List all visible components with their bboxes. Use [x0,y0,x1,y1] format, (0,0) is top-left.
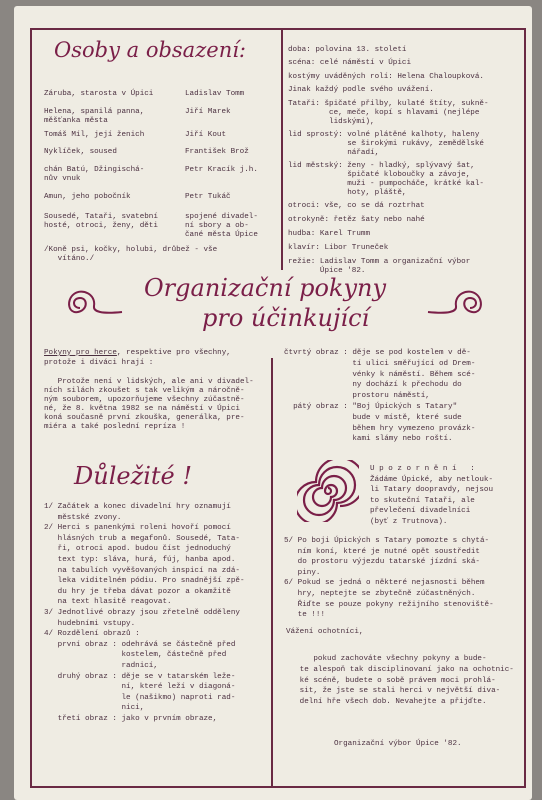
greeting: Vážení ochotníci, [286,628,364,636]
cast-actor: Ladislav Tomm [185,90,245,98]
info-line: scéna: celé náměstí v Úpici [288,59,412,67]
cast-role: chán Batú, Džingischá- nův vnuk [44,166,145,183]
cast-actor: spojené divadel- ní sbory a ob- čané města Úpice [185,213,258,239]
title-line-2: pro účinkující [202,304,370,332]
warning-notice: U p o z o r n ě n í : Žádáme Úpické, aby netlouk- li Tatary doopravdy, nejsou to skuteční Tataři, ale převlečení divadelníci (byť z Trutnova). [370,465,494,526]
top-column-divider [281,28,283,270]
title-line-1: Organizační pokyny [144,274,387,302]
intro-text-2: Protože není v lidských, ale ani v divadel- ních silách zkoušet s tak velikým a náročně- ným souborem, upozorňujeme všechny zúčastně- né, že 8. května 1982 se na náměstí v Úpici koná současně první zkouška, generálka, pre- miéra a také poslední repríza ! [44,378,254,431]
info-line: otrokyně: řetěz šaty nebo nahé [288,216,425,224]
info-line: Jinak každý podle svého uvážení. [288,86,434,94]
intro-text-1-cont: protože i diváci hrají : [44,359,154,367]
important-heading: Důležité ! [74,462,193,490]
info-line: hudba: Karel Trumm [288,230,371,238]
info-line: otroci: vše, co se dá roztrhat [288,202,425,210]
cast-actor: Petr Kracík j.h. [185,166,258,174]
info-line: klavír: Libor Truneček [288,244,389,252]
cast-role: Amun, jeho pobočník [44,193,131,201]
cast-actor: Jiří Marek [185,108,231,116]
right-items: 5/ Po boji Úpických s Tatary pomozte s chytá- ním koní, které je nutné opět soustředit do prostoru výjezdu tatarské jízdní ská- piny. 6/ Pokud se jedná o některé nejasnosti během hry, neptejte se zbytečně zúčastněných. Řiďte se pouze pokyny režijního stenoviště- te !!! [284,537,494,620]
cast-role: Sousedé, Tataři, svatební hosté, otroci, ženy, děti [44,213,158,230]
spiral-ornament [297,460,359,522]
cast-role: Tomáš Míl, její ženich [44,131,145,139]
bottom-column-divider [271,358,273,788]
signature: Organizační výbor Úpice '82. [334,740,462,748]
cast-heading: Osoby a obsazení: [54,38,247,62]
info-line: lid sprostý: volné plátěné kalhoty, haleny se širokými rukávy, zemědělské nářadí, [288,131,484,157]
cast-actor: Jiří Kout [185,131,227,139]
left-swirl-ornament [66,290,126,320]
intro-underlined: Pokyny pro herce [44,349,117,357]
cast-role: Nyklíček, soused [44,148,117,156]
cast-actor: Petr Tukáč [185,193,231,201]
info-line: lid městský: ženy - hladký, splývavý šat, špičaté kloboučky a závoje, muži - pumpocháče, krátké kal- hoty, pláště, [288,162,484,197]
paper-sheet [14,6,532,800]
animals-note: /Koně psi, kočky, holubi, drůbež - vše vítáno./ [44,246,218,263]
cast-role: Helena, spanilá panna, měšťanka města [44,108,145,125]
important-items: 1/ Začátek a konec divadelní hry oznamují městské zvony. 2/ Herci s panenkými roleni hovoří pomocí hlásných trub a megafonů. Sousedé, Tata- ři, otroci apod. budou číst jednoduchý text typ: sláva, hurá, fúj, hanba apod. na tabulích vyvěšovaných inspicí na zdá- leka viditelném pódiu. Pro snadnější zpě- du hry je třeba dávat pozor a okamžitě na text hlasitě reagovat. 3/ Jednotlivé obrazy jsou zřetelně odděleny hudebními vstupy. 4/ Rozdělení obrazů : první obraz : odehrává se částečně před kostelem, částečně před radnicí, druhý obraz : děje se v tatarském leže- ní, které leží v diagoná- le (našikmo) naproti rad- nici, třetí obraz : jako v prvním obraze, [44,503,245,723]
info-line: doba: polovina 13. století [288,46,407,54]
info-line: kostýmy uváděných rolí: Helena Chaloupková. [288,73,484,81]
closing-text: pokud zachováte všechny pokyny a bude- te alespoň tak disciplinovaní jako na ochotnic- ké scéně, budete o sobě právem moci prohlá- sit, že jste se stali herci v největší diva- delní hře všech dob. Nevahejte a přijďte. [299,655,514,707]
info-line: režie: Ladislav Tomm a organizační výbor Úpice '82. [288,258,471,275]
info-line: Tataři: špičaté přilby, kulaté štíty, sukně- ce, meče, kopí s hlavami (nejlépe lidskými), [288,100,489,126]
intro-text-1: , respektive pro všechny, [116,349,231,357]
cast-actor: František Brož [185,148,249,156]
cast-role: Záruba, starosta v Úpici [44,90,154,98]
right-swirl-ornament [424,290,484,320]
scene-list: čtvrtý obraz : děje se pod kostelem v dě- tí ulici směřující od Drem- vénky k náměstí. Během scé- ny dochází k přechodu do prostoru náměstí, pátý obraz : "Boj Úpických s Tatary" bude v místě, které sude během hry vymezeno provázk- kami slámy nebo roští. [284,349,476,444]
